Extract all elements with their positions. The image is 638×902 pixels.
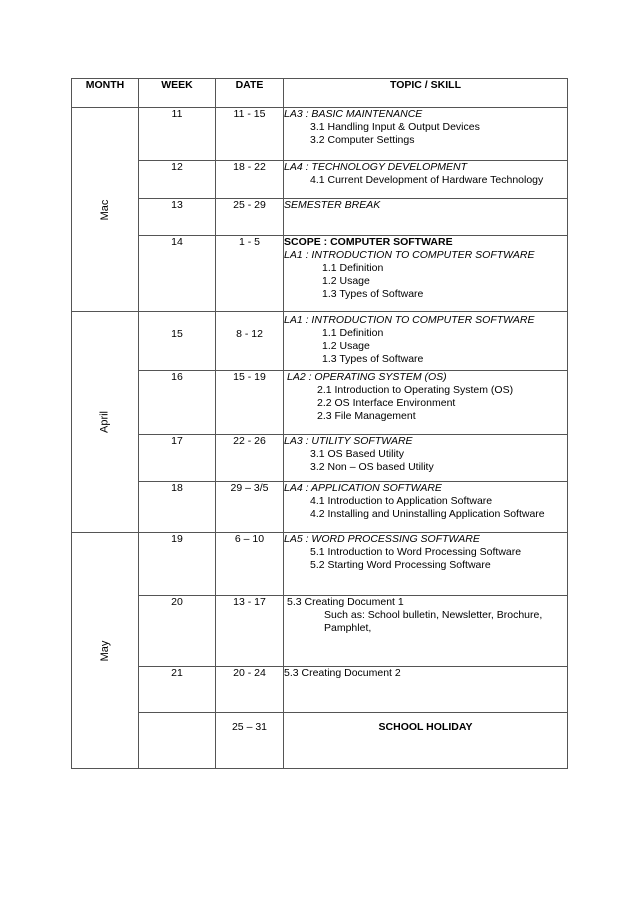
- topic-cell: [284, 161, 568, 199]
- topic-item: 1.2 Usage: [322, 340, 370, 352]
- table-row: [72, 713, 568, 769]
- topic-title: 5.3 Creating Document 2: [284, 667, 401, 679]
- topic-item: 3.2 Non – OS based Utility: [310, 461, 434, 473]
- date-cell: 11 - 15: [216, 108, 284, 161]
- header-month: MONTH: [72, 79, 139, 108]
- topic-item: 4.2 Installing and Uninstalling Application Software: [310, 508, 545, 520]
- date-cell: 29 – 3/5: [216, 482, 284, 533]
- table-row: [72, 435, 568, 482]
- topic-item: 1.2 Usage: [322, 275, 370, 287]
- date-cell: 6 – 10: [216, 533, 284, 596]
- table-row: [72, 371, 568, 435]
- week-cell: 21: [139, 667, 216, 713]
- topic-item: 3.1 OS Based Utility: [310, 448, 404, 460]
- topic-item: 5.2 Starting Word Processing Software: [310, 559, 491, 571]
- topic-cell: [284, 199, 568, 236]
- table-row: [72, 199, 568, 236]
- date-cell: 25 – 31: [216, 713, 284, 769]
- week-cell: 17: [139, 435, 216, 482]
- topic-title: 5.3 Creating Document 1: [287, 596, 404, 608]
- week-cell: 11: [139, 108, 216, 161]
- week-cell: 19: [139, 533, 216, 596]
- topic-title: LA4 : TECHNOLOGY DEVELOPMENT: [284, 161, 468, 173]
- date-cell: 13 - 17: [216, 596, 284, 667]
- topic-cell: [284, 108, 568, 161]
- header-topic: TOPIC / SKILL: [284, 79, 568, 108]
- table-row: [72, 312, 568, 371]
- week-cell: 16: [139, 371, 216, 435]
- topic-item: 1.1 Definition: [322, 262, 384, 274]
- topic-title: LA3 : UTILITY SOFTWARE: [284, 435, 413, 447]
- topic-item: 1.3 Types of Software: [322, 288, 424, 300]
- month-cell-april: [72, 312, 139, 533]
- topic-item: Such as: School bulletin, Newsletter, Brochure,: [324, 609, 543, 621]
- table-row: [72, 236, 568, 312]
- table-row: [72, 482, 568, 533]
- topic-item: 1.1 Definition: [322, 327, 384, 339]
- topic-cell: [284, 312, 568, 371]
- topic-item: 3.1 Handling Input & Output Devices: [310, 121, 480, 133]
- topic-cell: [284, 713, 568, 769]
- topic-cell: [284, 533, 568, 596]
- month-cell-mac: [72, 108, 139, 312]
- topic-cell: [284, 435, 568, 482]
- topic-item: 2.1 Introduction to Operating System (OS): [317, 384, 514, 396]
- topic-title: SEMESTER BREAK: [284, 199, 381, 211]
- table-row: [72, 533, 568, 596]
- topic-cell: [284, 371, 568, 435]
- topic-item: 3.2 Computer Settings: [310, 134, 415, 146]
- date-cell: 18 - 22: [216, 161, 284, 199]
- week-cell: 20: [139, 596, 216, 667]
- topic-title: LA4 : APPLICATION SOFTWARE: [284, 482, 442, 494]
- week-cell: 18: [139, 482, 216, 533]
- topic-item: 2.2 OS Interface Environment: [317, 397, 456, 409]
- topic-cell: [284, 596, 568, 667]
- topic-item: 4.1 Current Development of Hardware Technology: [310, 174, 544, 186]
- month-label-april: April: [98, 410, 111, 434]
- table-row: [72, 161, 568, 199]
- date-cell: 20 - 24: [216, 667, 284, 713]
- topic-title: LA5 : WORD PROCESSING SOFTWARE: [284, 533, 480, 545]
- month-label-mac: Mac: [98, 199, 111, 220]
- week-cell: 15: [139, 312, 216, 371]
- date-cell: 15 - 19: [216, 371, 284, 435]
- table-row: [72, 596, 568, 667]
- header-date: DATE: [216, 79, 284, 108]
- week-cell: 13: [139, 199, 216, 236]
- topic-scope: SCOPE : COMPUTER SOFTWARE: [284, 236, 453, 248]
- date-cell: 25 - 29: [216, 199, 284, 236]
- week-cell: 14: [139, 236, 216, 312]
- week-cell: 12: [139, 161, 216, 199]
- topic-item: 1.3 Types of Software: [322, 353, 424, 365]
- topic-title: LA1 : INTRODUCTION TO COMPUTER SOFTWARE: [284, 314, 535, 326]
- date-cell: 22 - 26: [216, 435, 284, 482]
- date-cell: 8 - 12: [216, 312, 284, 371]
- topic-cell: [284, 482, 568, 533]
- topic-cell: [284, 667, 568, 713]
- header-week: WEEK: [139, 79, 216, 108]
- topic-item: 4.1 Introduction to Application Software: [310, 495, 493, 507]
- topic-item: Pamphlet,: [324, 622, 372, 634]
- table-row: [72, 667, 568, 713]
- month-cell-may: [72, 533, 139, 769]
- topic-title: LA2 : OPERATING SYSTEM (OS): [287, 371, 447, 383]
- topic-item: 2.3 File Management: [317, 410, 416, 422]
- date-cell: 1 - 5: [216, 236, 284, 312]
- topic-title: SCHOOL HOLIDAY: [378, 721, 473, 733]
- month-label-may: May: [98, 640, 111, 661]
- scheme-of-work-table: [71, 78, 568, 769]
- topic-title: LA3 : BASIC MAINTENANCE: [284, 108, 423, 120]
- week-cell: [139, 713, 216, 769]
- topic-cell: [284, 236, 568, 312]
- header-row: [72, 79, 568, 108]
- topic-item: 5.1 Introduction to Word Processing Software: [310, 546, 522, 558]
- topic-title: LA1 : INTRODUCTION TO COMPUTER SOFTWARE: [284, 249, 535, 261]
- table-row: [72, 108, 568, 161]
